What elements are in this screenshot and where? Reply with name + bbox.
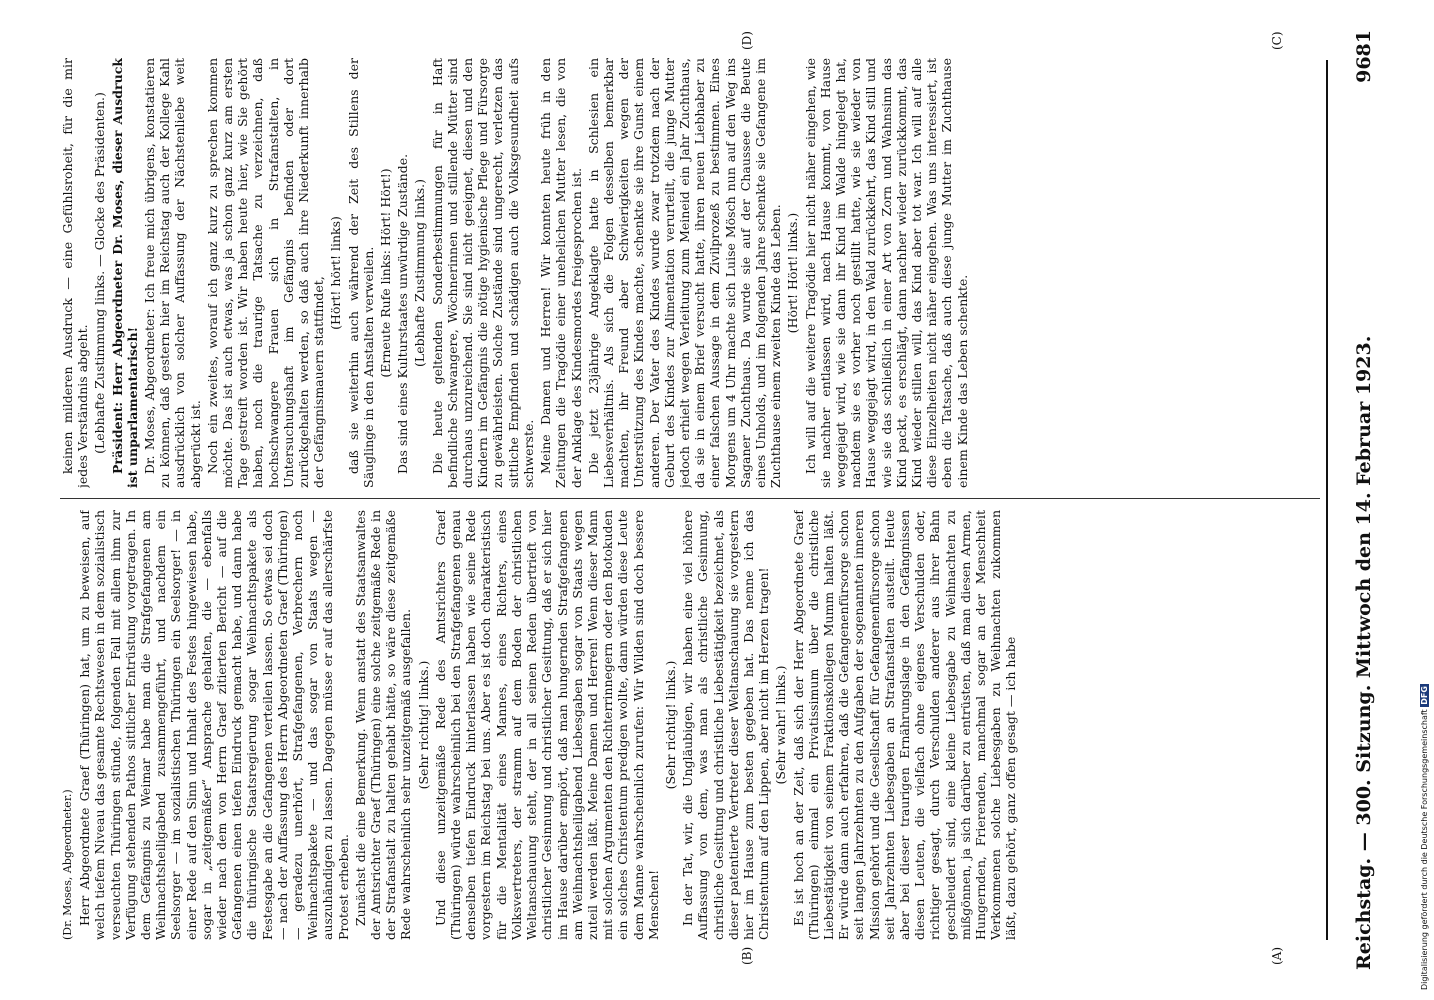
speaker-note: (Dr. Moses, Abgeordneter.) bbox=[61, 789, 74, 940]
interjection: (Hört! Hört! links.) bbox=[785, 212, 801, 334]
margin-marker-b: (B) bbox=[740, 946, 754, 965]
interjection: (Erneute Rufe links: Hört! Hört!) bbox=[378, 168, 394, 378]
dfg-logo: DFG bbox=[1420, 686, 1429, 705]
header-rule bbox=[1326, 60, 1328, 940]
text-columns bbox=[60, 60, 1320, 940]
paragraph: Und diese unzeitgemäße Rede des Amtsrichters Graef (Thüringen) würde wahrscheinlich bei den Strafgefangenen genau denselben tiefen Eindruck hinterlassen haben wie seine Rede vorgestern im Reichstag bei uns. Aber es ist doch charakteristisch für die Mentalität eines Mannes, eines Richters, eines Volksvertreters, der stramm auf dem Boden der christlichen Weltanschauung steht, der in all seinen Reden übertrieft von christlicher Gesinnung und christlicher Gesittung, daß er sich hier im Hause darüber empört, daß man hungernden Strafgefangenen am Weihnachtsheiligabend Liebesgaben sogar von Staats wegen zuteil werden läßt. Meine Damen und Herren! Wenn dieser Mann mit solchen Argumenten den Richterrinnegern oder den Botokuden ein solches Christentum predigen wollte, dann würden diese Leute dem Manne wahrscheinlich zurufen: Wir Wilden sind doch bessere Menschen! bbox=[432, 510, 661, 940]
paragraph: Zunächst die eine Bemerkung. Wenn anstatt des Staatsanwaltes der Amtsrichter Graef (Thüringen) eine solche zeitgemäße Rede in der Strafanstalt zu halten gehabt hätte, so wäre diese zeitgemäße Rede wahrscheinlich sehr unzeitgemäß ausgefallen. bbox=[352, 510, 414, 940]
interjection: (Lebhafte Zustimmung links. — Glocke des Präsidenten.) bbox=[92, 92, 108, 454]
credit-text: Digitalisierung gefördert durch die Deutsche Forschungsgemeinschaft bbox=[1420, 709, 1429, 990]
page-header bbox=[1345, 30, 1385, 970]
interjection: (Lebhafte Zustimmung links.) bbox=[412, 179, 428, 367]
paragraph: Ich will auf die weitere Tragödie hier nicht näher eingehen, wie sie nachher entlassen wird, nach Hause kommt, von Hause weggejagt wird, wie sie dann ihr Kind im Walde hingelegt hat, nachdem sie es vorher noch gestillt hatte, wie sie wieder von Hause weggejagt wird, in den Wald zurückkehrt, das Kind still und wie sie das schließlich in einer Art von Zorn und Wahnsinn das Kind packt, es erschlägt, dann nachher wieder zurückkommt, das Kind wieder stillen will, das Kind aber tot war. Ich will auf alle diese Einzelheiten nicht näher eingehen. Was uns interessiert, ist eben die Tatsache, daß auch diese junge Mutter im Zuchthause einem Kinde das Leben schenkte. bbox=[802, 58, 970, 488]
interjection: (Hört! hört! links) bbox=[328, 216, 344, 330]
paragraph: Meine Damen und Herren! Wir konnten heute früh in den Zeitungen die Tragödie einer unehelichen Mutter lesen, die von der Anklage des Kindesmordes freigesprochen ist. bbox=[538, 58, 584, 488]
paragraph: Das sind eines Kulturstaates unwürdige Zustände. bbox=[395, 153, 411, 474]
interjection: (Sehr wahr! links.) bbox=[773, 665, 789, 785]
interjection: (Sehr richtig! links.) bbox=[662, 660, 678, 790]
paragraph: Es ist hoch an der Zeit, daß sich der Herr Abgeordnete Graef (Thüringen) einmal ein Privatissimum über die christliche Liebestätigkeit von seinem Fraktionskollegen Mumm halten läßt. Er würde dann auch erfahren, daß die Gefangenenfürsorge schon seit langen Jahrzehnten zu den Aufgaben der sogenannten inneren Mission gehört und die Gesellschaft für Gefangenenfürsorge schon seit Jahrzehnten Liebesgaben an Strafanstalten austeilt. Heute aber bei dieser traurigen Ernährungslage in den Gefängnissen diesen Leuten, die vielfach ohne eigenes Verschulden oder, richtiger gesagt, durch Verschulden anderer aus ihrer Bahn geschleudert sind, eine kleine Liebesgabe zu Weihnachten zu mißgönnen, ja sich darüber zu entrüsten, daß man diesen Armen, Hungernden, Frierenden, manchmal sogar an der Menschheit Verkommenen solche Liebesgaben zu Weihnachten zukommen läßt, dazu gehört, ganz offen gesagt — ich habe bbox=[790, 510, 1019, 940]
page-number: 9681 bbox=[1353, 30, 1375, 83]
interjection: (Sehr richtig! links.) bbox=[415, 660, 431, 790]
column-left bbox=[60, 510, 1320, 940]
header-title: Reichstag. — 300. Sitzung. Mittwoch den 14. Februar 1923. bbox=[1353, 335, 1375, 970]
paragraph-president: Präsident: Herr Abgeordneter Dr. Moses, dieser Ausdruck ist unparlamentarisch! bbox=[109, 58, 140, 488]
margin-marker-d: (D) bbox=[740, 31, 754, 50]
paragraph: Dr. Moses, Abgeordneter: Ich freue mich übrigens, konstatieren zu können, daß gestern hier im Reichstag auch der Kollege Kahl ausdrücklich von solcher Auffassung der Nächstenliebe weit abgerückt ist. bbox=[142, 58, 203, 488]
paragraph: daß sie weiterhin auch während der Zeit des Stillens der Säuglinge in den Anstalten verweilen. bbox=[345, 58, 376, 488]
paragraph: Die heute geltenden Sonderbestimmungen für in Haft befindliche Schwangere, Wöchnerinnen und stillende Mütter sind durchaus unzureichend. Sie sind nicht geeignet, diesen und den Kindern im Gefängnis die nötige hygienische Pflege und Fürsorge zu gewährleisten. Solche Zustände sind ungerecht, verletzen das sittliche Empfinden und schädigen auch die Volksgesundheit aufs schwerste. bbox=[429, 58, 536, 488]
column-right bbox=[60, 58, 1320, 488]
paragraph: Die jetzt 23jährige Angeklagte hatte in Schlesien ein Liebesverhältnis. Als sich die Folgen desselben bemerkbar machten, ihr Freund aber Schwierigkeiten wegen der Unterstützung des Kindes machte, schenkte sie ihre Gunst einem anderen. Der Vater des Kindes wurde zwar trotzdem nach der Geburt des Kindes zur Alimentation verurteilt, die junge Mutter jedoch erhielt wegen Verleitung zum Meineid ein Jahr Zuchthaus, da sie in einem Brief versucht hatte, ihren neuen Liebhaber zu einer falschen Aussage in dem Zivilprozeß zu bestimmen. Eines Morgens um 4 Uhr machte sich Luise Mösch nun auf den Weg ins Saganer Zuchthaus. Da wurde sie auf der Chaussee die Beute eines Unholds, und im folgenden Jahre schenkte sie Gefangene im Zuchthause einem zweiten Kinde das Leben. bbox=[585, 58, 784, 488]
paragraph: Herr Abgeordnete Graef (Thüringen) hat, um zu beweisen, auf welch tiefem Niveau das gesamte Rechtswesen in dem sozialistisch verseuchten Thüringen stünde, folgenden Fall mit allem ihm zur Verfügung stehenden Pathos sittlicher Entrüstung vorgetragen. In dem Gefängnis zu Weimar habe man die Strafgefangenen am Weihnachtsheiligabend zusammengeführt, und nachdem ein Seelsorger — im sozialistischen Thüringen ein Seelsorger! — in einer Rede auf den Sinn und Inhalt des Festes hingewiesen habe, sogar in „zeitgemäßer“ Ansprache gehalten, die — ebenfalls wieder nach dem von Herrn Graef zitierten Bericht — auf die Gefangenen einen tiefen Eindruck gemacht habe, und dann habe die thüringische Staatsregierung sogar Weihnachtspakete als Festesgabe an die Gefangenen verteilen lassen. So etwas sei doch — nach der Auffassung des Herrn Abgeordneten Graef (Thüringen) — geradezu unerhört, Strafgefangenen, Verbrechern noch Weihnachtspakete — und das sogar von Staats wegen — auszuhändigen zu lassen. Dagegen müsse er auf das allerschärfste Protest erheben. bbox=[77, 510, 351, 940]
paragraph: In der Tat, wir, die Ungläubigen, wir haben eine viel höhere Auffassung von dem, was man als christliche Gesinnung, christliche Gesittung und christliche Liebestätigkeit bezeichnet, als dieser patentierte Vertreter dieser Weltanschauung sie vorgestern hier im Hause zum besten gegeben hat. Das nenne ich das Christentum auf den Lippen, aber nicht im Herzen tragen! bbox=[680, 510, 772, 940]
side-credit bbox=[1420, 684, 1429, 990]
paragraph: keinen milderen Ausdruck — eine Gefühlsroheit, für die mir jedes Verständnis abgeht. bbox=[60, 58, 91, 488]
margin-marker-a: (A) bbox=[1270, 946, 1284, 965]
margin-marker-c: (C) bbox=[1270, 31, 1284, 50]
paragraph: Noch ein zweites, worauf ich ganz kurz zu sprechen kommen möchte. Das ist auch etwas, was ja schon ganz kurz am ersten Tage gestreift worden ist. Wir haben heute hier, wie Sie gehört haben, noch die traurige Tatsache zu verzeichnen, daß hochschwangere Frauen sich in Strafanstalten, in Untersuchungshaft im Gefängnis befinden oder dort zurückgehalten werden, so daß auch ihre Niederkunft innerhalb der Gefängnismauern stattfindet, bbox=[204, 58, 327, 488]
column-divider bbox=[60, 498, 1320, 499]
